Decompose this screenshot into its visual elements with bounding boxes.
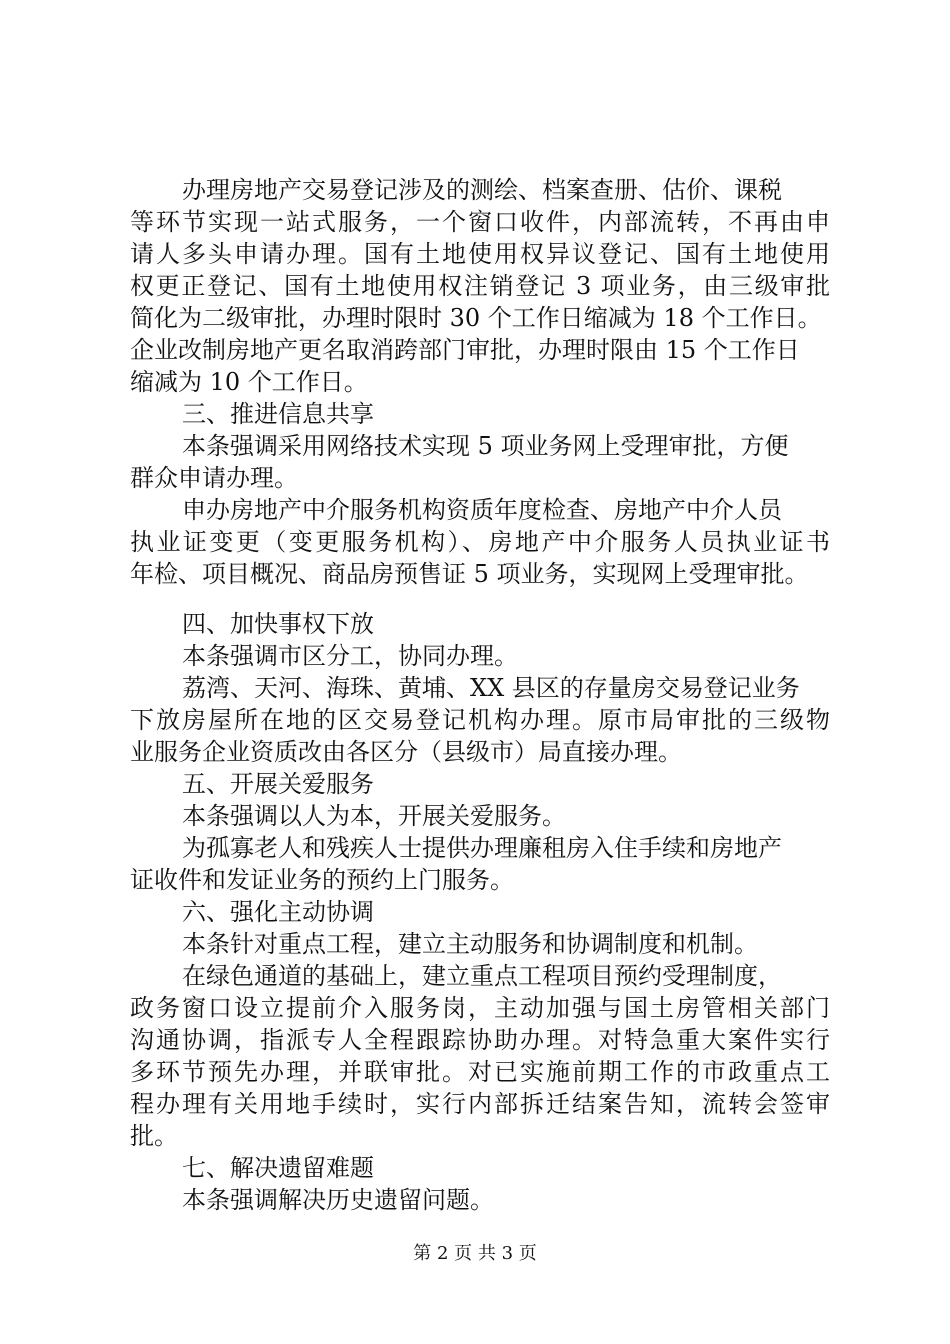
section-heading: 七、解决遗留难题	[182, 1154, 374, 1182]
section-heading: 三、推进信息共享	[182, 400, 374, 428]
paragraph-line: 在绿色通道的基础上，建立重点工程项目预约受理制度，	[182, 962, 782, 990]
paragraph-line: 政务窗口设立提前介入服务岗，主动加强与国土房管相关部门	[130, 994, 830, 1022]
section-heading: 五、开展关爱服务	[182, 770, 374, 798]
paragraph-line: 执业证变更（变更服务机构）、房地产中介服务人员执业证书	[130, 528, 830, 556]
paragraph-line: 简化为二级审批，办理时限时 30 个工作日缩减为 18 个工作日。	[130, 304, 822, 332]
paragraph-line: 本条强调市区分工，协同办理。	[182, 642, 518, 670]
paragraph-line: 缩减为 10 个工作日。	[130, 368, 368, 396]
paragraph-line: 本条强调解决历史遗留问题。	[182, 1186, 494, 1214]
paragraph-line: 年检、项目概况、商品房预售证 5 项业务，实现网上受理审批。	[130, 560, 809, 588]
paragraph-line: 多环节预先办理，并联审批。对已实施前期工作的市政重点工	[130, 1058, 830, 1086]
paragraph-line: 企业改制房地产更名取消跨部门审批，办理时限由 15 个工作日	[130, 336, 800, 364]
paragraph-line: 权更正登记、国有土地使用权注销登记 3 项业务，由三级审批	[130, 272, 830, 300]
paragraph-line: 为孤寡老人和残疾人士提供办理廉租房入住手续和房地产	[182, 834, 782, 862]
paragraph-line: 办理房地产交易登记涉及的测绘、档案查册、估价、课税	[182, 176, 782, 204]
paragraph-line: 本条强调采用网络技术实现 5 项业务网上受理审批，方便	[182, 432, 789, 460]
paragraph-line: 沟通协调，指派专人全程跟踪协助办理。对特急重大案件实行	[130, 1026, 830, 1054]
paragraph-line: 本条针对重点工程，建立主动服务和协调制度和机制。	[182, 930, 758, 958]
paragraph-line: 程办理有关用地手续时，实行内部拆迁结案告知，流转会签审	[130, 1090, 830, 1118]
paragraph-line: 业服务企业资质改由各区分（县级市）局直接办理。	[130, 738, 682, 766]
paragraph-line: 证收件和发证业务的预约上门服务。	[130, 866, 514, 894]
document-body	[130, 174, 830, 1216]
paragraph-gap	[130, 590, 830, 608]
paragraph-line: 荔湾、天河、海珠、黄埔、XX 县区的存量房交易登记业务	[182, 674, 800, 702]
paragraph-line: 请人多头申请办理。国有土地使用权异议登记、国有土地使用	[130, 240, 830, 268]
paragraph-line: 申办房地产中介服务机构资质年度检查、房地产中介人员	[182, 496, 782, 524]
section-heading: 四、加快事权下放	[182, 610, 374, 638]
paragraph-line: 群众申请办理。	[130, 464, 298, 492]
paragraph-line: 批。	[130, 1122, 178, 1150]
paragraph-line: 下放房屋所在地的区交易登记机构办理。原市局审批的三级物	[130, 706, 830, 734]
section-heading: 六、强化主动协调	[182, 898, 374, 926]
paragraph-line: 等环节实现一站式服务，一个窗口收件，内部流转，不再由申	[130, 208, 830, 236]
paragraph-line: 本条强调以人为本，开展关爱服务。	[182, 802, 566, 830]
page-footer: 第 2 页 共 3 页	[413, 1243, 537, 1264]
